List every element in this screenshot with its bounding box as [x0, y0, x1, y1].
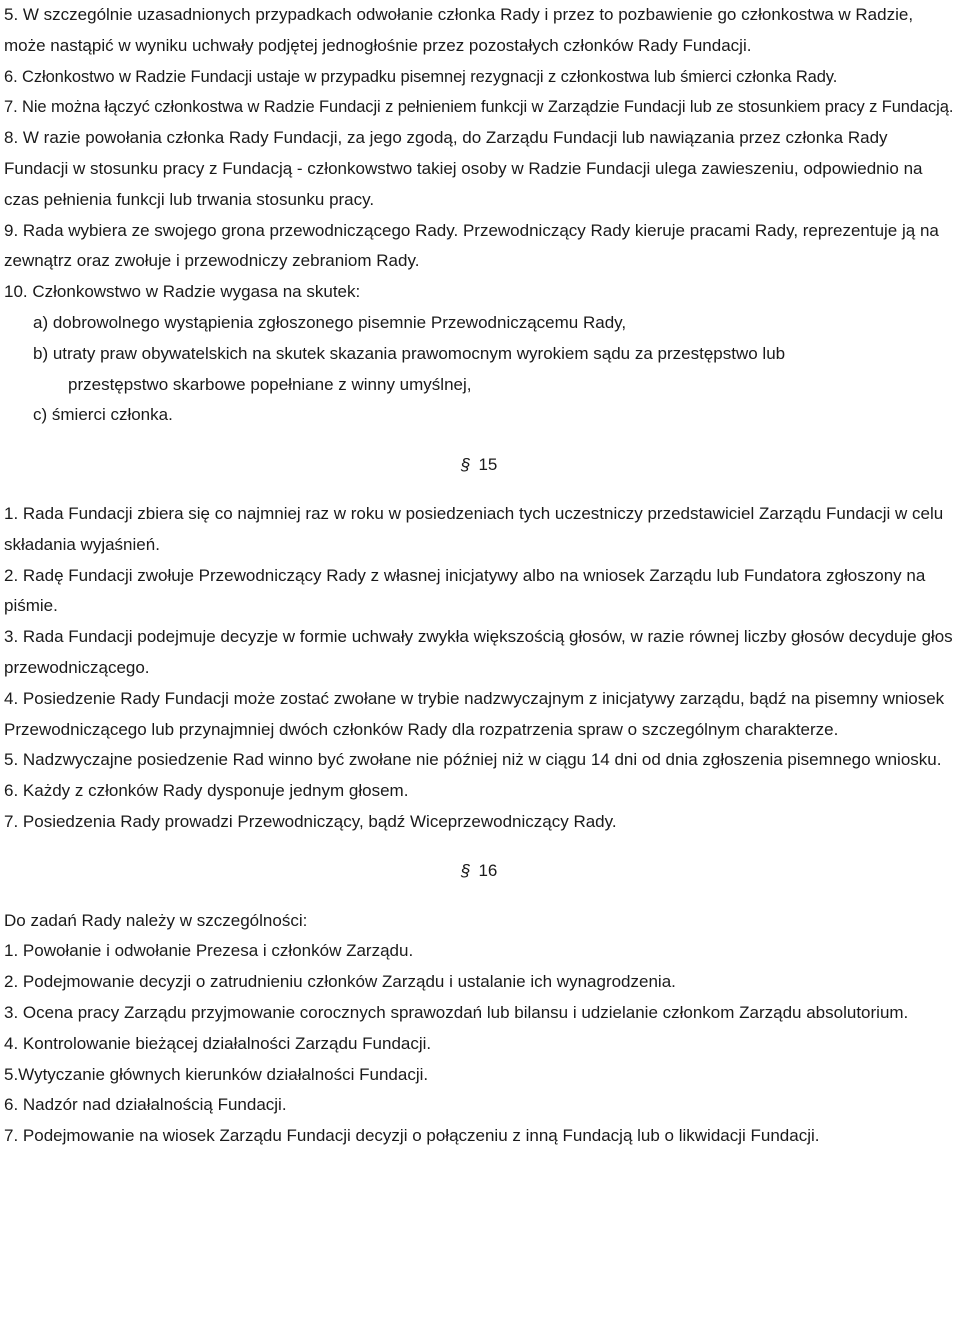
section-16-item-7: 7. Podejmowanie na wiosek Zarządu Fundacji decyzji o połączeniu z inną Fundacją lub o likwidacji Fundacji. — [4, 1126, 820, 1146]
section-16-item-2: 2. Podejmowanie decyzji o zatrudnieniu członków Zarządu i ustalanie ich wynagrodzenia. — [4, 972, 676, 992]
paragraph-10: 10. Członkowstwo w Radzie wygasa na skutek: — [4, 282, 361, 302]
section-16-heading — [4, 856, 956, 887]
section-16-item-1: 1. Powołanie i odwołanie Prezesa i członków Zarządu. — [4, 941, 414, 961]
section-16-intro: Do zadań Rady należy w szczególności: — [4, 910, 308, 930]
paragraph-9: 9. Rada wybiera ze swojego grona przewodniczącego Rady. Przewodniczący Rady kieruje pracami Rady, reprezentuje ją na zewnątrz oraz zwołuje i przewodniczy zebraniom Rady. — [4, 220, 939, 271]
section-number: 15 — [478, 454, 498, 474]
paragraph-6: 6. Członkostwo w Radzie Fundacji ustaje w przypadku pisemnej rezygnacji z członkostwa lub śmierci członka Rady. — [4, 67, 838, 86]
section-15-heading — [4, 450, 956, 481]
section-16-item-4: 4. Kontrolowanie bieżącej działalności Zarządu Fundacji. — [4, 1033, 432, 1053]
section-16-item-3: 3. Ocena pracy Zarządu przyjmowanie corocznych sprawozdań lub bilansu i udzielanie członkom Zarządu absolutorium. — [4, 1002, 909, 1022]
section-15-item-1: 1. Rada Fundacji zbiera się co najmniej raz w roku w posiedzeniach tych uczestniczy przedstawiciel Zarządu Fundacji w celu składania wyjaśnień. — [4, 503, 944, 554]
section-15-item-5: 5. Nadzwyczajne posiedzenie Rad winno być zwołane nie później niż w ciągu 14 dni od dnia zgłoszenia pisemnego wniosku. — [4, 750, 942, 770]
section-symbol: § — [461, 861, 471, 881]
section-symbol: § — [461, 454, 471, 474]
paragraph-10-item-a: a) dobrowolnego wystąpienia zgłoszonego pisemnie Przewodniczącemu Rady, — [33, 312, 627, 332]
section-16-item-6: 6. Nadzór nad działalnością Fundacji. — [4, 1095, 287, 1115]
section-15-item-3: 3. Rada Fundacji podejmuje decyzje w formie uchwały zwykła większością głosów, w razie równej liczby głosów decyduje głos przewodniczącego. — [4, 627, 953, 677]
section-15-item-4: 4. Posiedzenie Rady Fundacji może zostać zwołane w trybie nadzwyczajnym z inicjatywy zarządu, bądź na pisemny wniosek Przewodniczącego lub przynajmniej dwóch członków Rady dla rozpatrzenia spraw o szczególnym charakterze. — [4, 688, 945, 739]
section-16-item-5: 5.Wytyczanie głównych kierunków działalności Fundacji. — [4, 1064, 429, 1084]
document-page — [4, 0, 956, 1152]
paragraph-10-item-c: c) śmierci członka. — [33, 405, 173, 425]
paragraph-5: 5. W szczególnie uzasadnionych przypadkach odwołanie członka Rady i przez to pozbawienie go członkostwa w Radzie, może nastąpić w wyniku uchwały podjętej jednogłośnie przez pozostałych członków Rady Fundacji. — [4, 5, 914, 55]
section-number: 16 — [478, 861, 498, 881]
paragraph-7: 7. Nie można łączyć członkostwa w Radzie Fundacji z pełnieniem funkcji w Zarządzie Fundacji lub ze stosunkiem pracy z Fundacją. — [4, 98, 954, 117]
section-15-item-6: 6. Każdy z członków Rady dysponuje jednym głosem. — [4, 781, 409, 801]
paragraph-10-item-b-line2: przestępstwo skarbowe popełniane z winny umyślnej, — [68, 374, 472, 394]
section-15-item-7: 7. Posiedzenia Rady prowadzi Przewodniczący, bądź Wiceprzewodniczący Rady. — [4, 811, 617, 831]
paragraph-10-item-b-line1: b) utraty praw obywatelskich na skutek skazania prawomocnym wyrokiem sądu za przestępstwo lub — [33, 343, 786, 363]
section-15-item-2: 2. Radę Fundacji zwołuje Przewodniczący Rady z własnej inicjatywy albo na wniosek Zarządu lub Fundatora zgłoszony na piśmie. — [4, 565, 926, 616]
paragraph-8: 8. W razie powołania członka Rady Fundacji, za jego zgodą, do Zarządu Fundacji lub nawiązania przez członka Rady Fundacji w stosunku pracy z Fundacją - członkowstwo takiej osoby w Radzie Fundacji ulega zawieszeniu, odpowiednio na czas pełnienia funkcji lub trwania stosunku pracy. — [4, 128, 923, 209]
